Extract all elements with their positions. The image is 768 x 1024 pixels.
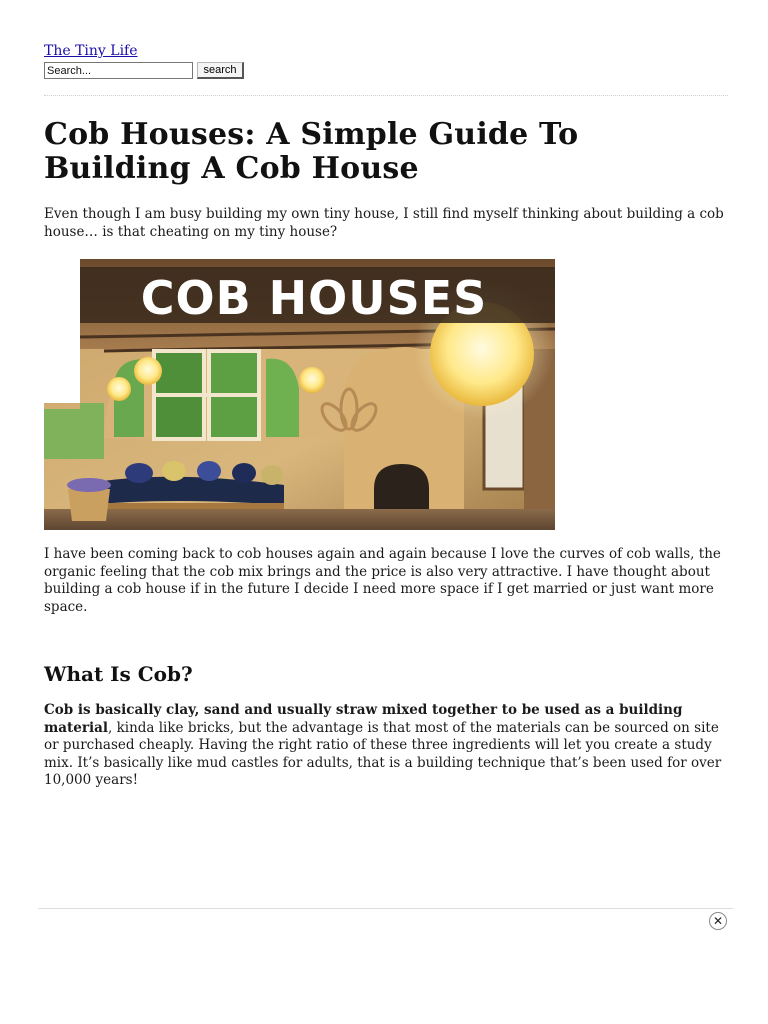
cob-interior-photo: [44, 259, 555, 530]
ad-bar-divider: [38, 908, 733, 909]
article-paragraph-3: [44, 702, 724, 790]
article: [44, 118, 724, 790]
hero-banner-text: COB HOUSES: [140, 271, 488, 325]
paragraph-3-bold: Cob is basically clay, sand and usually straw mixed together to be used as a building material: [44, 702, 683, 736]
close-icon: ✕: [712, 914, 724, 928]
article-paragraph-2: I have been coming back to cob houses again and again because I love the curves of cob walls, the organic feeling that the cob mix brings and the price is also very attractive. I have thought about building a cob house if in the future I decide I need more space if I get married or just want more space.: [44, 546, 721, 615]
search-button[interactable]: search: [197, 62, 244, 79]
section-heading-what-is-cob: What Is Cob?: [44, 662, 193, 686]
site-header: [44, 40, 728, 79]
hero-notch: [44, 259, 80, 403]
search-form: [44, 62, 728, 79]
wicker-stool: [67, 478, 111, 521]
header-divider: [44, 95, 728, 96]
article-intro: Even though I am busy building my own tiny house, I still find myself thinking about building a cob house… is that cheating on my tiny house?: [44, 206, 724, 240]
article-title: Cob Houses: A Simple Guide To Building A Cob House: [44, 117, 579, 186]
paragraph-3-rest: , kinda like bricks, but the advantage is that most of the materials can be sourced on site or purchased cheaply. Having the right ratio of these three ingredients will let you create a study mix. It’s basically like mud castles for adults, that is a building technique that’s been used for over 10,000 years!: [44, 719, 722, 788]
close-ad-button[interactable]: [709, 912, 727, 930]
hero-image: [44, 259, 555, 530]
search-input[interactable]: [44, 62, 193, 79]
site-title-link[interactable]: The Tiny Life: [44, 43, 138, 59]
